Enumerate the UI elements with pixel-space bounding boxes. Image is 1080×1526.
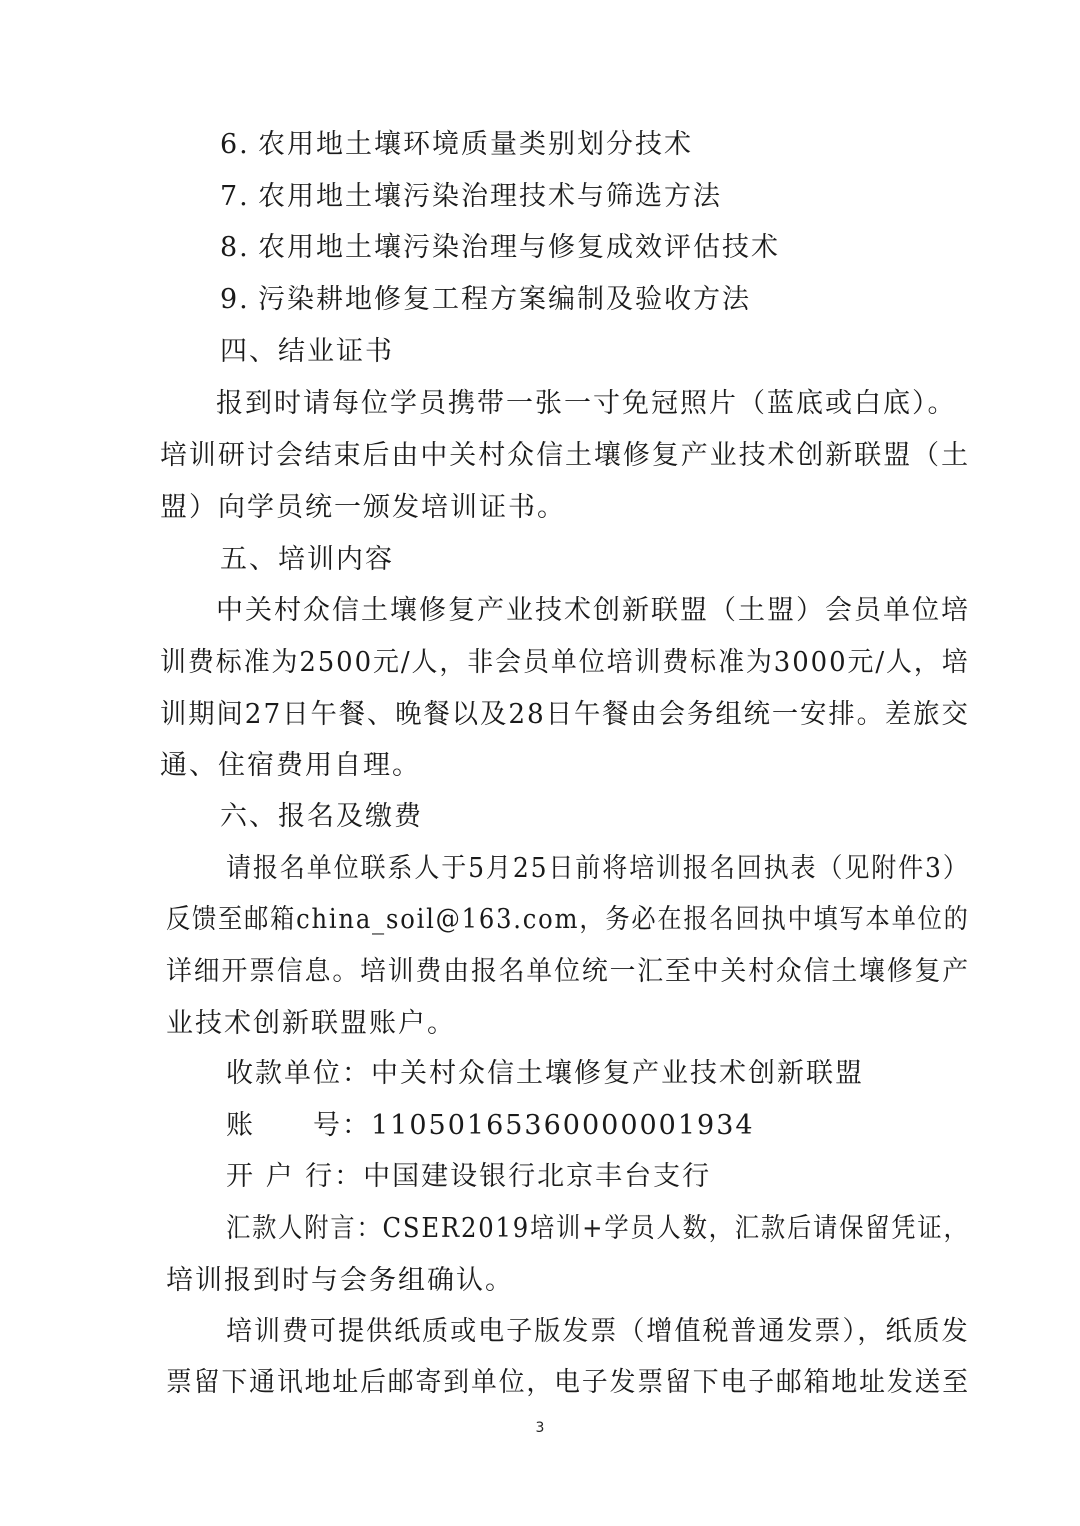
paragraph-line: 训费标准为2500元/人，非会员单位培训费标准为3000元/人，培	[160, 647, 970, 678]
account-number-row	[226, 1109, 755, 1143]
section-heading: 四、结业证书	[220, 336, 394, 367]
list-item	[220, 283, 751, 317]
paragraph-line: 培训报到时与会务组确认。	[166, 1265, 514, 1296]
paragraph-line: 培训研讨会结束后由中关村众信土壤修复产业技术创新联盟（土	[160, 440, 970, 471]
paragraph-line: 业技术创新联盟账户。	[166, 1008, 456, 1039]
paragraph-line: 培训费可提供纸质或电子版发票（增值税普通发票），纸质发	[226, 1316, 970, 1347]
payee-value: 中关村众信土壤修复产业技术创新联盟	[371, 1058, 864, 1089]
payee-label: 收款单位：	[226, 1058, 371, 1089]
section-heading: 六、报名及缴费	[220, 801, 423, 832]
list-item	[220, 180, 722, 214]
bank-row	[226, 1160, 711, 1194]
paragraph-line: 票留下通讯地址后邮寄到单位，电子发票留下电子邮箱地址发送至	[166, 1367, 970, 1398]
paragraph-line: 报到时请每位学员携带一张一寸免冠照片（蓝底或白底）。	[216, 388, 957, 419]
list-item-text: 污染耕地修复工程方案编制及验收方法	[258, 284, 751, 315]
account-number-value: 11050165360000001934	[371, 1110, 755, 1141]
list-item-number: 8.	[220, 232, 250, 263]
paragraph-line: 中关村众信土壤修复产业技术创新联盟（土盟）会员单位培	[216, 595, 970, 626]
list-item-text: 农用地土壤污染治理技术与筛选方法	[258, 181, 722, 212]
paragraph-line: 汇款人附言：CSER2019培训+学员人数，汇款后请保留凭证，	[226, 1213, 970, 1244]
paragraph-line: 训期间27日午餐、晚餐以及28日午餐由会务组统一安排。差旅交	[160, 699, 970, 730]
paragraph-line: 详细开票信息。培训费由报名单位统一汇至中关村众信土壤修复产	[166, 956, 970, 987]
list-item-text: 农用地土壤污染治理与修复成效评估技术	[258, 232, 780, 263]
paragraph-line: 盟）向学员统一颁发培训证书。	[160, 492, 566, 523]
list-item-text: 农用地土壤环境质量类别划分技术	[258, 129, 693, 160]
list-item-number: 9.	[220, 284, 250, 315]
list-item-number: 6.	[220, 129, 250, 160]
paragraph-line: 请报名单位联系人于5月25日前将培训报名回执表（见附件3）	[226, 853, 970, 884]
page-number: 3	[535, 1420, 545, 1436]
account-number-label: 账 号：	[226, 1110, 371, 1141]
paragraph-line: 通、住宿费用自理。	[160, 750, 421, 781]
paragraph-line: 反馈至邮箱china_soil@163.com，务必在报名回执中填写本单位的	[166, 904, 970, 935]
bank-label: 开 户 行：	[226, 1161, 364, 1192]
section-heading: 五、培训内容	[220, 544, 394, 575]
payee-row	[226, 1057, 864, 1091]
list-item	[220, 231, 780, 265]
list-item	[220, 128, 693, 162]
bank-value: 中国建设银行北京丰台支行	[363, 1161, 712, 1192]
list-item-number: 7.	[220, 181, 250, 212]
